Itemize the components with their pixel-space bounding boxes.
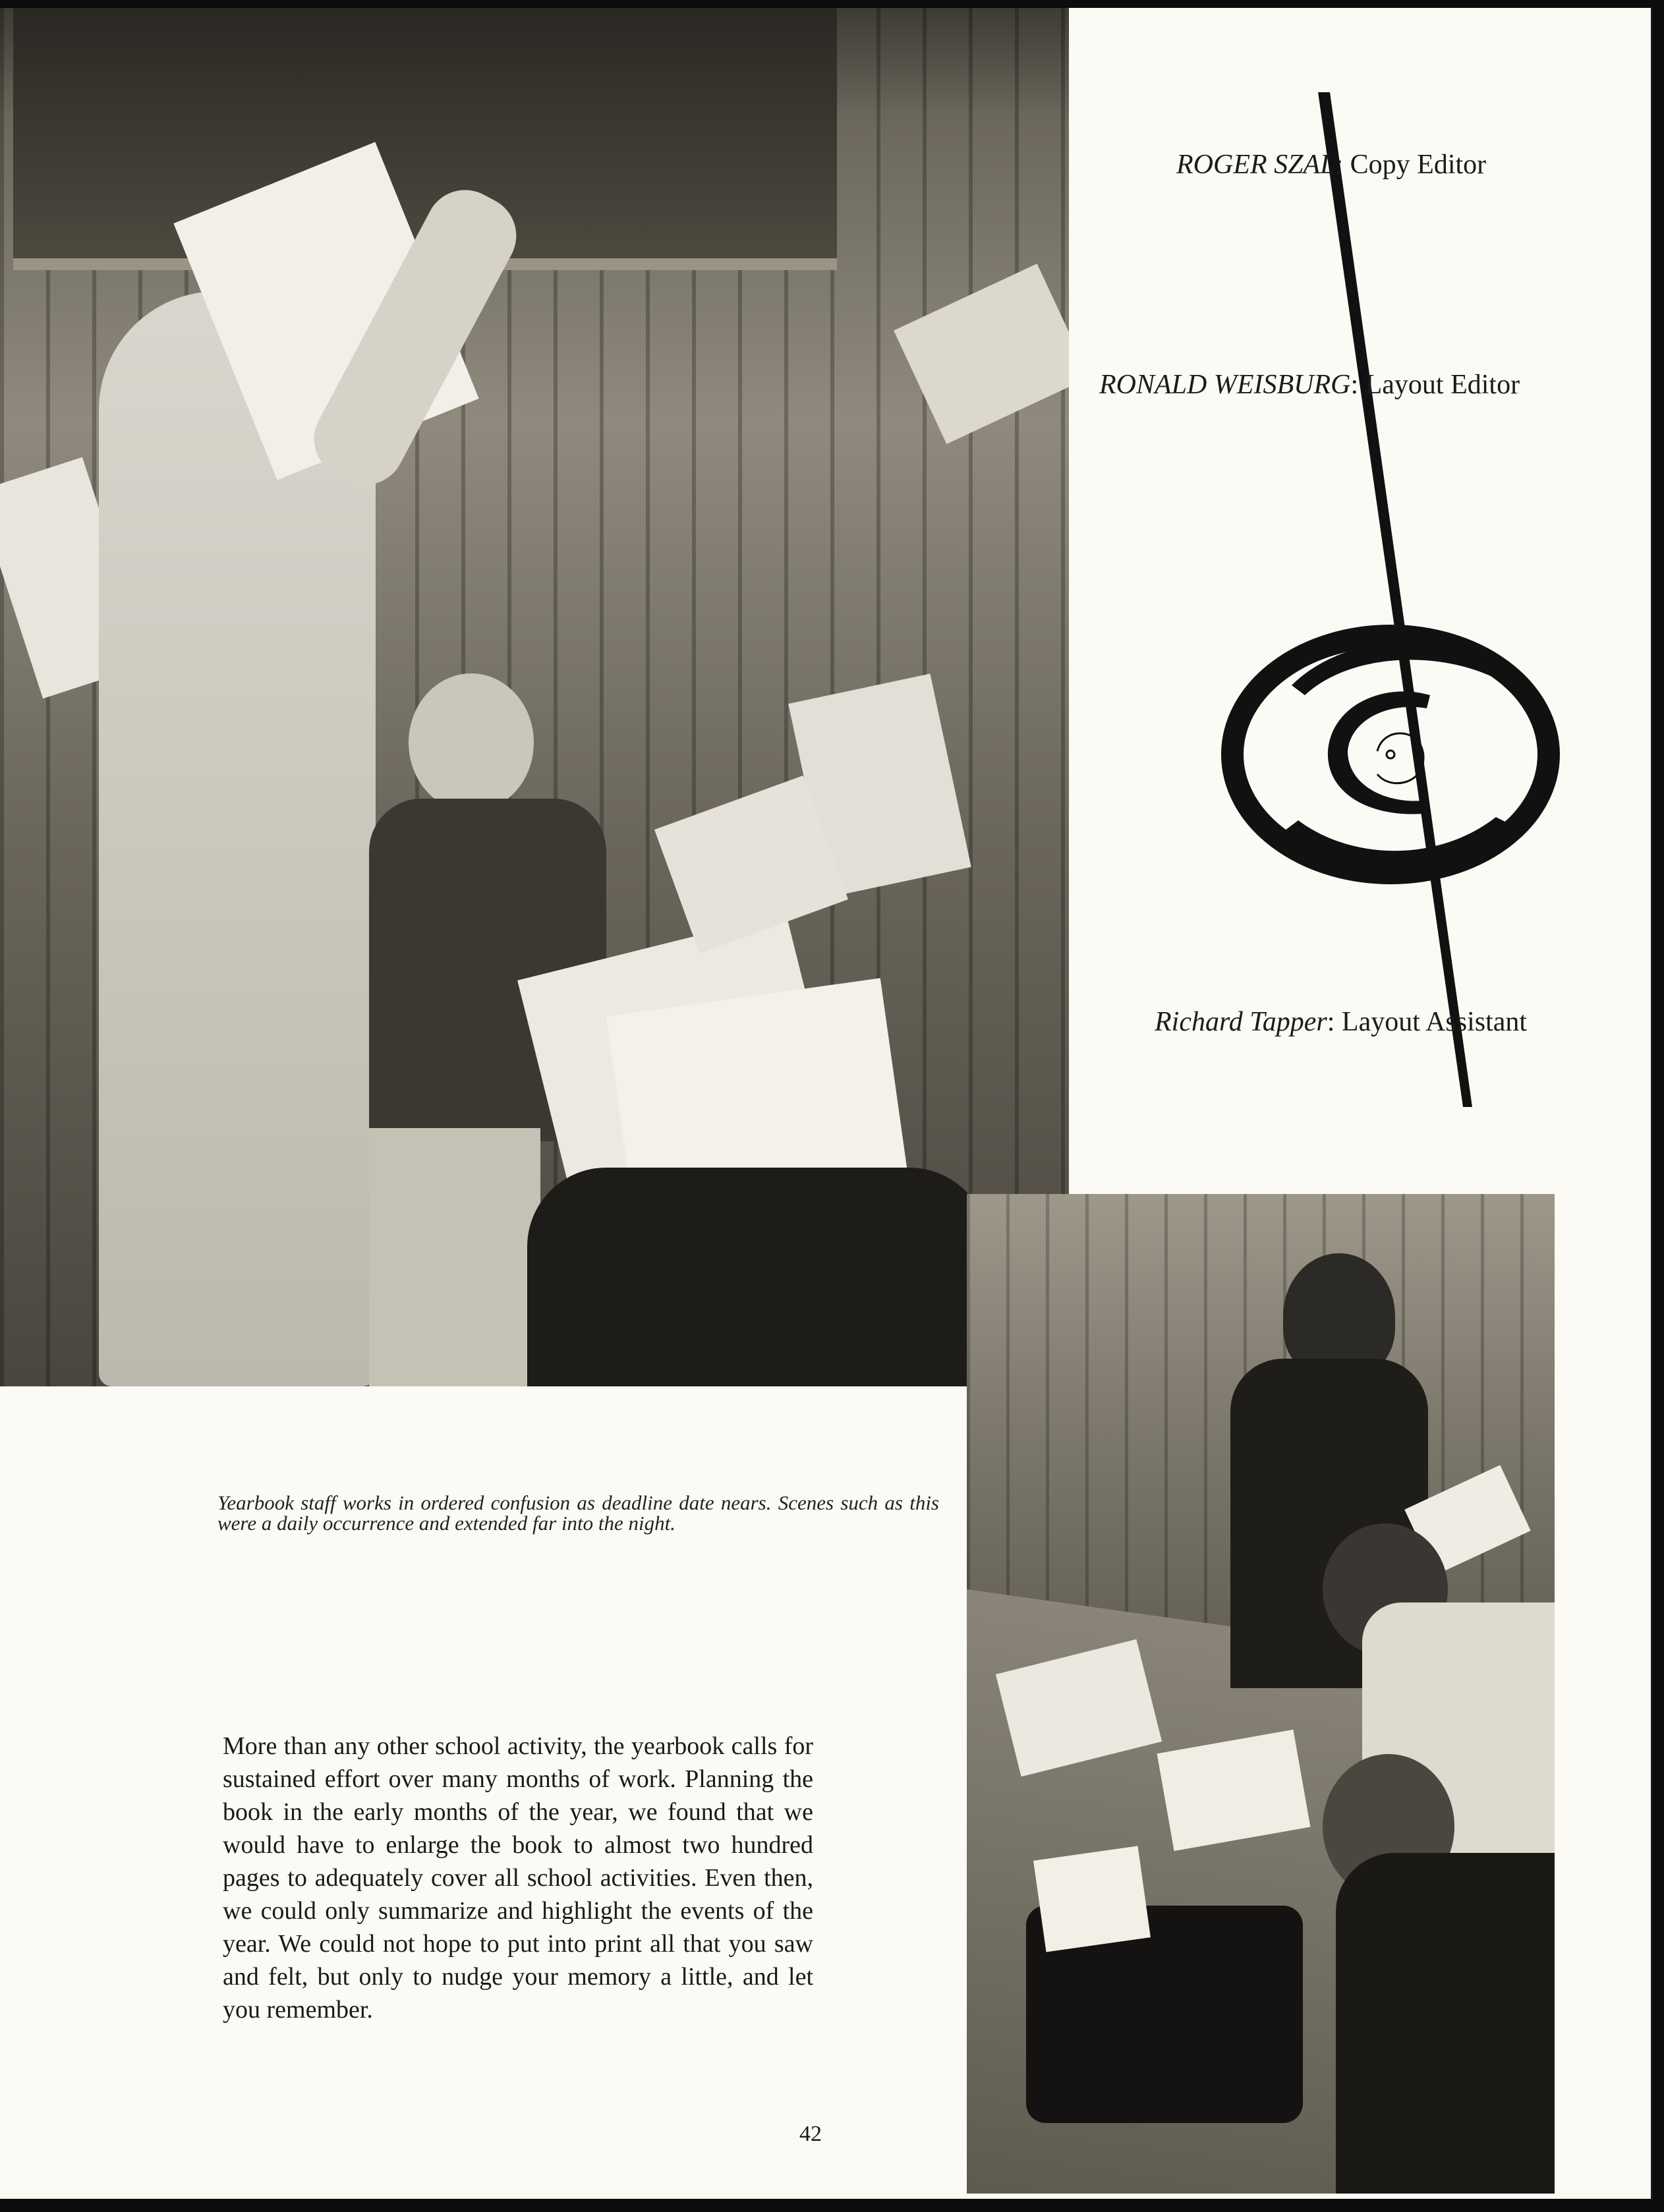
spiral-ornament-icon	[1213, 92, 1582, 1107]
credit-name: RONALD WEISBURG	[1099, 370, 1351, 400]
credit-role: : Layout Editor	[1350, 370, 1520, 400]
credit-ronald-weisburg	[1099, 366, 1521, 403]
yearbook-staff-photo	[0, 8, 1069, 1386]
credit-roger-szal	[1176, 149, 1486, 181]
credit-name: ROGER SZAL	[1176, 150, 1336, 180]
photo-caption: Yearbook staff works in ordered confusion as deadline date nears. Scenes such as this were a daily occurrence and extended far into the night.	[217, 1491, 939, 1535]
page-number: 42	[799, 2122, 822, 2146]
credit-role: : Layout Assistant	[1327, 1007, 1528, 1037]
body-paragraph: More than any other school activity, the yearbook calls for sustained effort over many months of work. Planning the book in the early months of the year, we found that we would have to enlarge the book to almost two hundred pages to adequately cover all school activities. Even then, we could only summarize and highlight the events of the year. We could not hope to put into print all that you saw and felt, but only to nudge your memory a little, and let you remember.	[223, 1732, 813, 2024]
credit-name: Richard Tapper	[1155, 1007, 1327, 1037]
credit-role: : Copy Editor	[1335, 150, 1487, 180]
credit-richard-tapper	[1155, 1006, 1527, 1038]
students-working-photo	[967, 1194, 1555, 2194]
